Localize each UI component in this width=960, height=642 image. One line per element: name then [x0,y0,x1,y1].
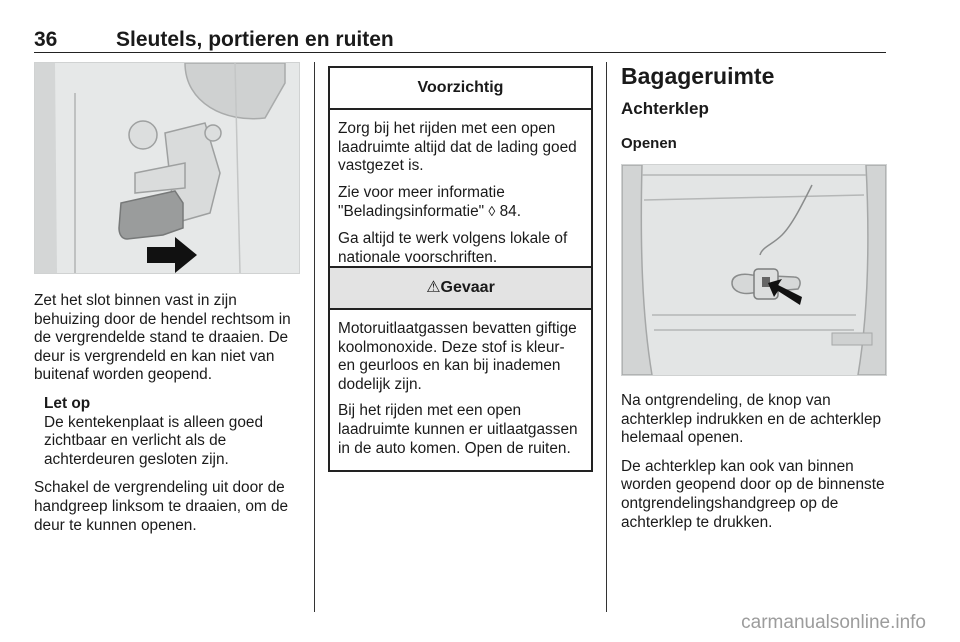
column-right [621,62,887,542]
lock-instructions-text: Zet het slot binnen vast in zijn behuizing door de hendel rechtsom in de vergrendelde stand te draaien. De deur is vergrendeld en kan niet van buitenaf worden geopend. [34,292,291,384]
section-heading: Bagageruimte [621,63,775,89]
subsection-heading: Achterklep [621,99,709,118]
danger-header [330,268,591,310]
caution-title: Voorzichtig [330,68,591,110]
caution-text-1: Zorg bij het rijden met een open laadruimte altijd dat de lading goed vastgezet is. [338,120,577,175]
page-number: 36 [34,28,58,51]
danger-text-2: Bij het rijden met een open laadruimte kunnen er uitlaatgassen in de auto komen. Open de ruiten. [338,402,578,457]
danger-text-1: Motoruitlaatgassen bevatten giftige koolmonoxide. Deze stof is kleur- en geurloos en kan bij inademen dodelijk zijn. [338,320,577,393]
column-left [34,62,300,545]
tailgate-open-text: Na ontgrendeling, de knop van achterklep indrukken en de achterklep helemaal openen. [621,392,882,447]
unlock-instructions-text: Schakel de vergrendeling uit door de handgreep linksom te draaien, om de deur te kunnen openen. [34,479,289,534]
caution-text-2: Zie voor meer informatie "Beladingsinformatie" ◊ 84. [338,183,521,221]
running-title: Sleutels, portieren en ruiten [116,28,394,51]
page-reference-link[interactable]: 84. [499,203,521,221]
watermark: carmanualsonline.info [741,612,926,633]
caution-text-3: Ga altijd te werk volgens lokale of nationale voorschriften. [338,229,568,266]
column-divider-left [314,62,315,612]
note-title: Let op [44,394,91,412]
tailgate-inside-open-text: De achterklep kan ook van binnen worden geopend door op de binnenste ontgrendelingshandgreep op de achterklep te drukken. [621,457,885,531]
page-reference-icon: ◊ [488,203,496,220]
danger-title: Gevaar [440,279,495,296]
subsubsection-heading: Openen [621,135,677,152]
caution-box [328,66,593,281]
note-block [44,395,300,469]
note-text: De kentekenplaat is alleen goed zichtbaar en verlicht als de achterdeuren gesloten zijn. [44,413,264,468]
tailgate-handle-illustration [621,164,887,376]
page-header [34,28,886,53]
column-divider-right [606,62,607,612]
danger-box [328,266,593,472]
door-lock-illustration [34,62,300,274]
warning-triangle-icon: ⚠ [426,279,441,296]
